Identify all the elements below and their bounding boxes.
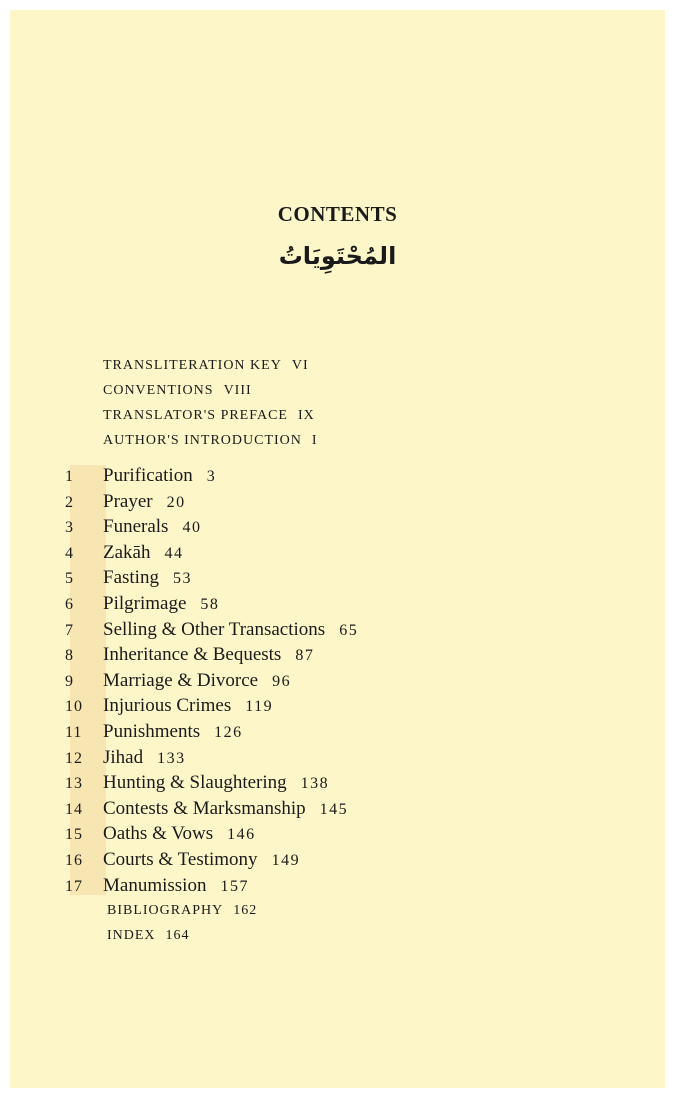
chapter-entry[interactable] <box>65 489 358 515</box>
entry-page: I <box>311 433 318 448</box>
chapter-page: 119 <box>245 698 274 716</box>
entry-page: 164 <box>165 928 190 943</box>
toc-entry-authors-introduction[interactable] <box>103 428 318 453</box>
chapter-title: Pilgrimage <box>103 592 187 614</box>
chapter-number: 9 <box>65 672 74 690</box>
entry-title: INDEX <box>107 928 156 943</box>
chapter-number: 4 <box>65 544 74 562</box>
chapter-title: Oaths & Vows <box>103 823 214 845</box>
chapter-number: 3 <box>65 519 74 537</box>
entry-page: VIII <box>223 383 252 398</box>
chapter-page: 3 <box>206 468 217 485</box>
chapter-entry[interactable] <box>65 770 358 796</box>
chapter-page: 149 <box>271 851 301 869</box>
chapter-number: 11 <box>65 723 83 741</box>
chapter-page: 126 <box>214 723 243 741</box>
chapter-page: 87 <box>295 647 315 665</box>
chapter-list <box>65 463 358 898</box>
chapter-title: Hunting & Slaughtering <box>103 772 287 794</box>
chapter-page: 20 <box>166 493 186 511</box>
chapter-page: 40 <box>182 519 202 537</box>
chapter-page: 157 <box>220 877 249 895</box>
chapter-entry[interactable] <box>65 565 358 591</box>
chapter-page: 138 <box>300 775 330 793</box>
chapter-title: Funerals <box>103 516 169 538</box>
toc-entry-translators-preface[interactable] <box>103 403 318 428</box>
chapter-title: Purification <box>103 465 193 486</box>
chapter-entry[interactable] <box>65 617 358 643</box>
toc-entry-bibliography[interactable] <box>107 898 257 923</box>
chapter-title: Prayer <box>103 490 153 512</box>
front-matter-list <box>103 353 318 453</box>
chapter-page: 146 <box>227 826 256 844</box>
chapter-page: 133 <box>157 749 186 767</box>
chapter-entry[interactable] <box>65 642 358 668</box>
entry-title: AUTHOR'S INTRODUCTION <box>103 433 302 448</box>
entry-page: VI <box>291 358 309 373</box>
chapter-title: Manumission <box>103 874 207 896</box>
chapter-page: 58 <box>200 595 220 613</box>
chapter-title: Contests & Marksmanship <box>103 797 306 819</box>
toc-entry-transliteration-key[interactable] <box>103 353 318 378</box>
chapter-number: 12 <box>65 749 83 767</box>
chapter-number: 14 <box>65 800 83 818</box>
chapter-number: 2 <box>65 493 74 511</box>
chapter-entry[interactable] <box>65 796 358 822</box>
chapter-page: 96 <box>272 672 292 690</box>
entry-title: TRANSLITERATION KEY <box>103 358 282 373</box>
chapter-title: Jihad <box>103 746 144 768</box>
chapter-title: Fasting <box>103 567 159 589</box>
toc-entry-conventions[interactable] <box>103 378 318 403</box>
chapter-entry[interactable] <box>65 540 358 566</box>
chapter-entry[interactable] <box>65 745 358 771</box>
chapter-title: Selling & Other Transactions <box>103 618 326 640</box>
chapter-entry[interactable] <box>65 693 358 719</box>
chapter-page: 53 <box>172 570 192 588</box>
chapter-number: 8 <box>65 647 74 665</box>
chapter-entry[interactable] <box>65 847 358 873</box>
chapter-entry[interactable] <box>65 821 358 847</box>
chapter-title: Injurious Crimes <box>103 695 232 717</box>
chapter-entry[interactable] <box>65 719 358 745</box>
entry-title: TRANSLATOR'S PREFACE <box>103 408 288 423</box>
chapter-number: 13 <box>65 775 83 793</box>
chapter-page: 44 <box>164 544 184 562</box>
chapter-title: Marriage & Divorce <box>103 669 259 691</box>
arabic-contents-title: المُحْتَوِيَاتُ <box>278 242 397 270</box>
chapter-number: 1 <box>65 468 74 485</box>
entry-title: CONVENTIONS <box>103 383 214 398</box>
back-matter-list <box>107 898 257 948</box>
chapter-title: Inheritance & Bequests <box>103 644 282 666</box>
entry-title: BIBLIOGRAPHY <box>107 903 224 918</box>
chapter-entry[interactable] <box>65 591 358 617</box>
entry-page: 162 <box>233 903 258 918</box>
chapter-number: 17 <box>65 877 83 895</box>
chapter-entry[interactable] <box>65 873 358 899</box>
book-page <box>10 10 665 1088</box>
chapter-number: 7 <box>65 621 74 639</box>
chapter-number: 15 <box>65 826 83 844</box>
chapter-page: 65 <box>339 621 359 639</box>
chapter-title: Zakāh <box>103 541 151 563</box>
contents-title: CONTENTS <box>277 202 398 226</box>
chapter-entry[interactable] <box>65 668 358 694</box>
entry-page: IX <box>298 408 315 423</box>
chapter-number: 10 <box>65 698 83 716</box>
chapter-number: 6 <box>65 595 74 613</box>
toc-entry-index[interactable] <box>107 923 257 948</box>
chapter-number: 5 <box>65 570 74 588</box>
chapter-number: 16 <box>65 851 83 869</box>
chapter-entry[interactable] <box>65 514 358 540</box>
chapter-page: 145 <box>319 800 349 818</box>
chapter-title: Courts & Testimony <box>103 848 258 870</box>
chapter-title: Punishments <box>103 720 201 742</box>
chapter-entry[interactable] <box>65 463 358 489</box>
